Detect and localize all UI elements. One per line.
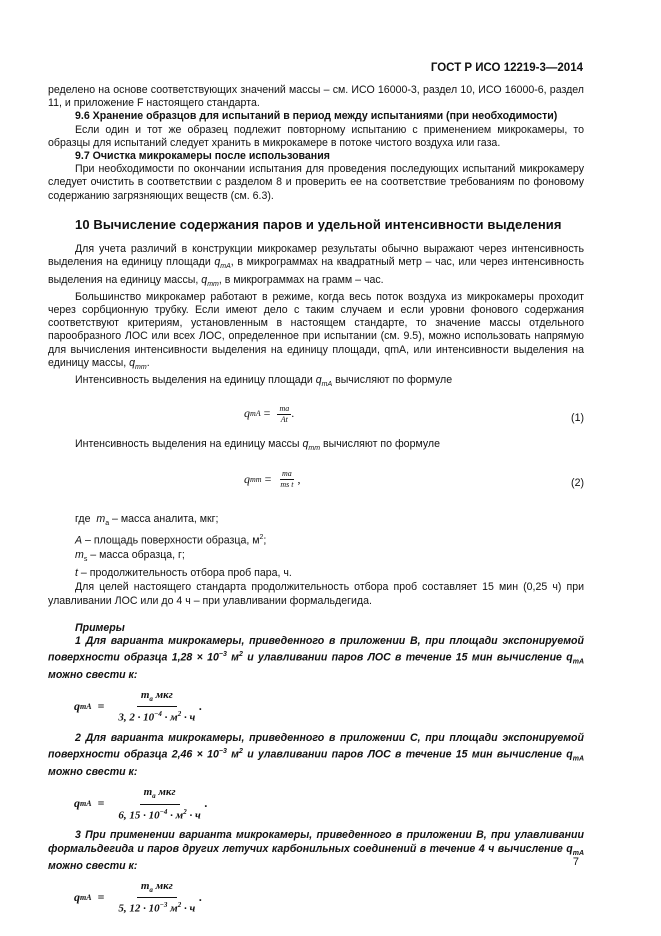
page-number: 7: [572, 856, 579, 868]
formula-1-number: (1): [571, 411, 584, 424]
section-9-7-title: 9.7 Очистка микрокамеры после использования: [75, 150, 330, 163]
examples-heading: Примеры: [75, 621, 125, 634]
example-1-text: 1 Для варианта микрокамеры, приведенного в приложении В, при площади экспонируемой поверхности образца $1,28 \times 10^{-3}$ $м^2$ и улавливании паров ЛОС в течение 15 мин вычисление $q_{mA}$ можно свести к:: [48, 634, 585, 682]
doc-header: ГОСТ Р ИСО 12219-3—2014: [430, 62, 583, 74]
section-10-para-1: Для учета различий в конструкции микрокамер результаты обычно выражают через интенсивность выделения на единицу площади $q_{mA}$, в микрограммах на квадратный метр – час, или через интенсивность выделения на единицу массы, $q_{mm}$, в микрограммах на грамм – час.: [48, 243, 584, 288]
example-2-formula: q mA = $\frac{m_a мкг}{6, 15 \cdot 10^{-4} \cdot м^2 \cdot ч}$ .: [74, 786, 208, 822]
where-block: где $m_a$ – масса аналита, мкг; A – площадь поверхности образца, $м^2$; $m_s$ – масса образца, г; t – продолжительность отбора проб пара, ч.: [75, 512, 292, 580]
page-body: [48, 84, 584, 923]
formula-2: q mm = $\frac{ma}{\text{ms t}}$ , (2): [244, 468, 584, 489]
formula-2-number: (2): [571, 476, 584, 489]
section-10-heading: 10 Вычисление содержания паров и удельной интенсивности выделения: [75, 216, 562, 232]
section-9-6-title: 9.6 Хранение образцов для испытаний в период между испытаниями (при необходимости): [75, 110, 558, 123]
note-paragraph: Для целей настоящего стандарта продолжительность отбора проб составляет 15 мин (0,25 ч) при улавливании ЛОС или до 4 ч – при улавливании формальдегида.: [48, 581, 584, 607]
intro-paragraph: ределено на основе соответствующих значений массы – см. ИСО 16000-3, раздел 10, ИСО 16000-6, раздел 11, и приложение F настоящего стандарта.: [48, 84, 584, 110]
example-3-text: 3 При применении варианта микрокамеры, приведенного в приложении В, при улавливании формальдегида и паров других летучих карбонильных соединений в течение 4 ч вычисление $q_{mA}$ можно свести к:: [48, 829, 584, 872]
section-10-para-3: Интенсивность выделения на единицу площади $q_{mA}$ вычисляют по формуле: [75, 374, 453, 389]
example-3-formula: q mA = $\frac{m_a мкг}{5, 12 \cdot 10^{-3} м^2 \cdot ч}$ .: [74, 880, 203, 916]
section-9-7-text: При необходимости по окончании испытания для проведения последующих испытаний микрокамеру следует очистить в соответствии с разделом 8 и проверить ее на соответствие требованиям по фоновому содержанию загрязняющих веществ (см. 6.3).: [48, 163, 584, 202]
section-10-para-2: Большинство микрокамер работают в режиме, когда весь поток воздуха из микрокамеры проходит через сорбционную трубку. Если имеют дело с таким случаем и если уровни фонового содержания соответствуют критериям, установленным в настоящем стандарте, то значение массы отдельного парообразного ЛОС или всех ЛОС, определенное при испытании (см. 9.5), можно использовать напрямую для вычисления интенсивности выделения на единицу площади, qmA, или интенсивности выделения на единицу массы, $q_{mm}$.: [48, 290, 584, 371]
formula-1: q mA = $\frac{ma}{At}$ . (1): [244, 403, 584, 424]
section-10-para-4: Интенсивность выделения на единицу массы $q_{mm}$ вычисляют по формуле: [75, 437, 441, 452]
example-1-formula: q mA = $\frac{m_a мкг}{3, 2 \cdot 10^{-4} \cdot м^2 \cdot ч}$ .: [74, 689, 203, 725]
example-2-text: 2 Для варианта микрокамеры, приведенного в приложении С, при площади экспонируемой поверхности образца $2,46 \times 10^{-3}$ $м^2$ и улавливании паров ЛОС в течение 15 мин вычисление $q_{mA}$ можно свести к:: [48, 732, 585, 779]
section-9-6-text: Если один и тот же образец подлежит повторному испытанию с применением микрокамеры, то образцы для испытаний следует хранить в микрокамере в потоке чистого воздуха или газа.: [48, 123, 584, 149]
